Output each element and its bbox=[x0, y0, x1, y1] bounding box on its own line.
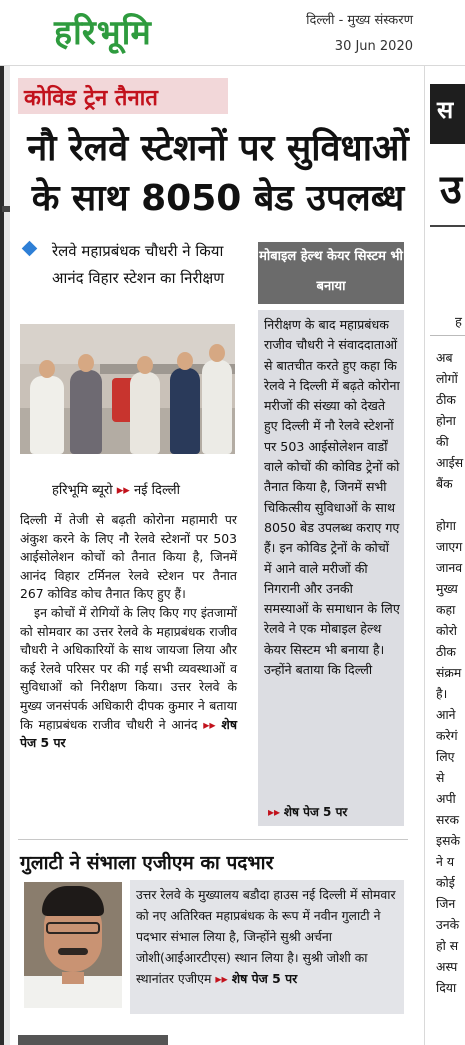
left-page-edge bbox=[0, 66, 10, 1045]
photo-person-head bbox=[137, 356, 153, 374]
continued-arrows-icon: ▸▸ bbox=[268, 805, 281, 819]
photo-person bbox=[130, 372, 160, 454]
right-rule bbox=[430, 225, 465, 227]
sidebar-body: निरीक्षण के बाद महाप्रबंधक राजीव चौधरी ने संवाददाताओं से बातचीत करते हुए कहा कि रेलवे ने दिल्ली में बढ़ते कोरोना मरीजों की संख्या को देखते हुए दिल्ली में नौ रेलवे स्टेशनों पर 503 आईसोलेशन वार्डों वाले कोचों की कोविड ट्रेनों को तैनात किया है, जिनमें सभी चिकित्सीय सुविधाओं के साथ 8050 बेड उपलब्ध कराए गए हैं। इन कोविड ट्रेनों के कोचों में आने वाले मरीजों की निगरानी और उनकी समस्याओं के समाधान के लिए रेलवे ने एक मोबाइल हेल्थ केयर सिस्टम भी बनाया है। उन्होंने बताया कि दिल्ली bbox=[264, 317, 400, 678]
article-kicker bbox=[18, 78, 228, 114]
right-column-line: से bbox=[436, 770, 445, 785]
right-column-line: जाएग bbox=[436, 539, 463, 554]
section2-body bbox=[136, 884, 398, 989]
byline-place: नई दिल्ली bbox=[133, 483, 180, 498]
article-paragraph-2-text: इन कोचों में रोगियों के लिए किए गए इंतजामों को सोमवार का उत्तर रेलवे के महाप्रबंधक राजीव चौधरी ने अधिकारियों के साथ जायजा लिया और कई रेलवे परिसर पर की गई सभी व्यवस्थाओं व सुविधाओं को निरीक्षण किया। उत्तर रेलवे के मुख्य जनसंपर्क अधिकारी दीपक कुमार ने बताया कि महाप्रबंधक राजीव चौधरी ने आनंद bbox=[20, 604, 237, 732]
right-column-line: संक्रम bbox=[436, 665, 462, 680]
right-column-line: उनके bbox=[436, 917, 460, 932]
article-body bbox=[20, 511, 237, 753]
right-column-line: कोई bbox=[436, 875, 455, 890]
portrait-glasses bbox=[46, 922, 100, 934]
sidebar-heading: मोबाइल हेल्थ केयर सिस्टम भी बनाया bbox=[258, 242, 404, 304]
headline-line-2: के साथ 8050 बेड उपलब्ध bbox=[31, 178, 405, 219]
photo-person bbox=[30, 376, 64, 454]
right-rule-2 bbox=[430, 335, 465, 336]
right-column-line: अस्प bbox=[436, 959, 458, 974]
portrait-mustache bbox=[58, 948, 88, 955]
continued-on-link[interactable]: शेष पेज 5 पर bbox=[20, 716, 237, 751]
edge-mark bbox=[2, 206, 10, 212]
continued-arrows-icon: ▸▸ bbox=[203, 716, 216, 732]
right-column-line: ने य bbox=[436, 854, 455, 869]
right-column-line: लिए bbox=[436, 749, 455, 764]
right-column-line bbox=[436, 494, 465, 515]
right-column-line: बैंक bbox=[436, 476, 453, 491]
diamond-bullet-icon bbox=[22, 241, 38, 257]
right-column-line: अब bbox=[436, 350, 453, 365]
right-column-line: अपी bbox=[436, 791, 456, 806]
section2-heading: गुलाटी ने संभाला एजीएम का पदभार bbox=[20, 852, 274, 874]
masthead bbox=[0, 0, 465, 66]
continued-arrows-icon: ▸▸ bbox=[215, 971, 228, 987]
right-column-line: इसके bbox=[436, 833, 460, 848]
right-column-line: होगा bbox=[436, 518, 456, 533]
photo-person-head bbox=[78, 354, 94, 372]
sidebar-continued bbox=[268, 803, 347, 820]
right-column-line: ठीक bbox=[436, 392, 456, 407]
article-paragraph-2 bbox=[20, 604, 237, 753]
article-byline bbox=[52, 480, 180, 498]
right-column-line: मुख्य bbox=[436, 581, 458, 596]
photo-person-head bbox=[39, 360, 55, 378]
article-headline bbox=[18, 124, 418, 224]
right-column-line: की bbox=[436, 434, 449, 449]
right-headline-fragment: स bbox=[437, 96, 454, 124]
right-column-line: सरक bbox=[436, 812, 459, 827]
column-divider bbox=[424, 66, 425, 1045]
article-subdeck: रेलवे महाप्रबंधक चौधरी ने किया आनंद विहार स्टेशन का निरीक्षण bbox=[52, 242, 225, 287]
section-divider bbox=[18, 839, 408, 840]
photo-person bbox=[170, 368, 200, 454]
right-column-line: करेगं bbox=[436, 728, 458, 743]
kicker-text: कोविड ट्रेन तैनात bbox=[24, 86, 158, 111]
section2-body-text: उत्तर रेलवे के मुख्यालय बडौदा हाउस नई दिल्ली में सोमवार को नए अतिरिक्त महाप्रबंधक के रूप में नवीन गुलाटी ने पदभार संभाल लिया है, जिन्होंने सुश्री अर्चना जोशी(आईआरटीएस) स्थान लिया है। सुश्री जोशी का स्थानांतर एजीएम bbox=[136, 887, 396, 987]
byline-arrows-icon: ▸▸ bbox=[116, 483, 130, 498]
right-column-line: है। bbox=[436, 686, 448, 701]
right-headline-fragment-2: उ bbox=[440, 167, 462, 213]
photo-person bbox=[202, 360, 232, 454]
right-column-line: हो स bbox=[436, 938, 459, 953]
bottom-cut-off-block bbox=[18, 1035, 168, 1045]
right-column-line: जिन bbox=[436, 896, 456, 911]
photo-person-head bbox=[177, 352, 193, 370]
portrait-photo bbox=[24, 882, 122, 1008]
right-column-line: आईस bbox=[436, 455, 464, 470]
article-paragraph-1: दिल्ली में तेजी से बढ़ती कोरोना महामारी पर अंकुश करने के लिए नौ रेलवे स्टेशनों पर 503 आईसोलेशन कोचों को तैनात किया है, जिनमें आनंद विहार टर्मिनल रेलवे स्टेशन पर तैनात 267 कोविड कोच तैनात किए हुए हैं। bbox=[20, 512, 237, 602]
right-column-text bbox=[436, 347, 465, 998]
continued-on-link[interactable]: शेष पेज 5 पर bbox=[283, 805, 348, 819]
right-column-line: कोरो bbox=[436, 623, 458, 638]
newspaper-logo: हरिभूमि bbox=[54, 13, 152, 53]
edition-date: 30 Jun 2020 bbox=[334, 39, 413, 54]
edge-strip bbox=[0, 66, 4, 1045]
byline-source: हरिभूमि ब्यूरो bbox=[52, 483, 113, 498]
right-column-line: लोगों bbox=[436, 371, 458, 386]
right-column-line: होना bbox=[436, 413, 456, 428]
right-column-line: आने bbox=[436, 707, 456, 722]
photo-person bbox=[70, 370, 102, 454]
continued-on-link[interactable]: शेष पेज 5 पर bbox=[231, 971, 298, 987]
photo-background bbox=[20, 324, 235, 364]
headline-line-1: नौ रेलवे स्टेशनों पर सुविधाओं bbox=[27, 128, 409, 169]
right-column-line: ठीक bbox=[436, 644, 456, 659]
portrait-neck bbox=[62, 972, 84, 984]
edition-label: दिल्ली - मुख्य संस्करण bbox=[306, 13, 413, 28]
article-photo bbox=[20, 324, 235, 454]
right-column-line: कहा bbox=[436, 602, 456, 617]
right-column-line: जानव bbox=[436, 560, 463, 575]
photo-person-head bbox=[209, 344, 225, 362]
right-column-line: दिया bbox=[436, 980, 457, 995]
right-byline-fragment: ह bbox=[455, 315, 462, 330]
